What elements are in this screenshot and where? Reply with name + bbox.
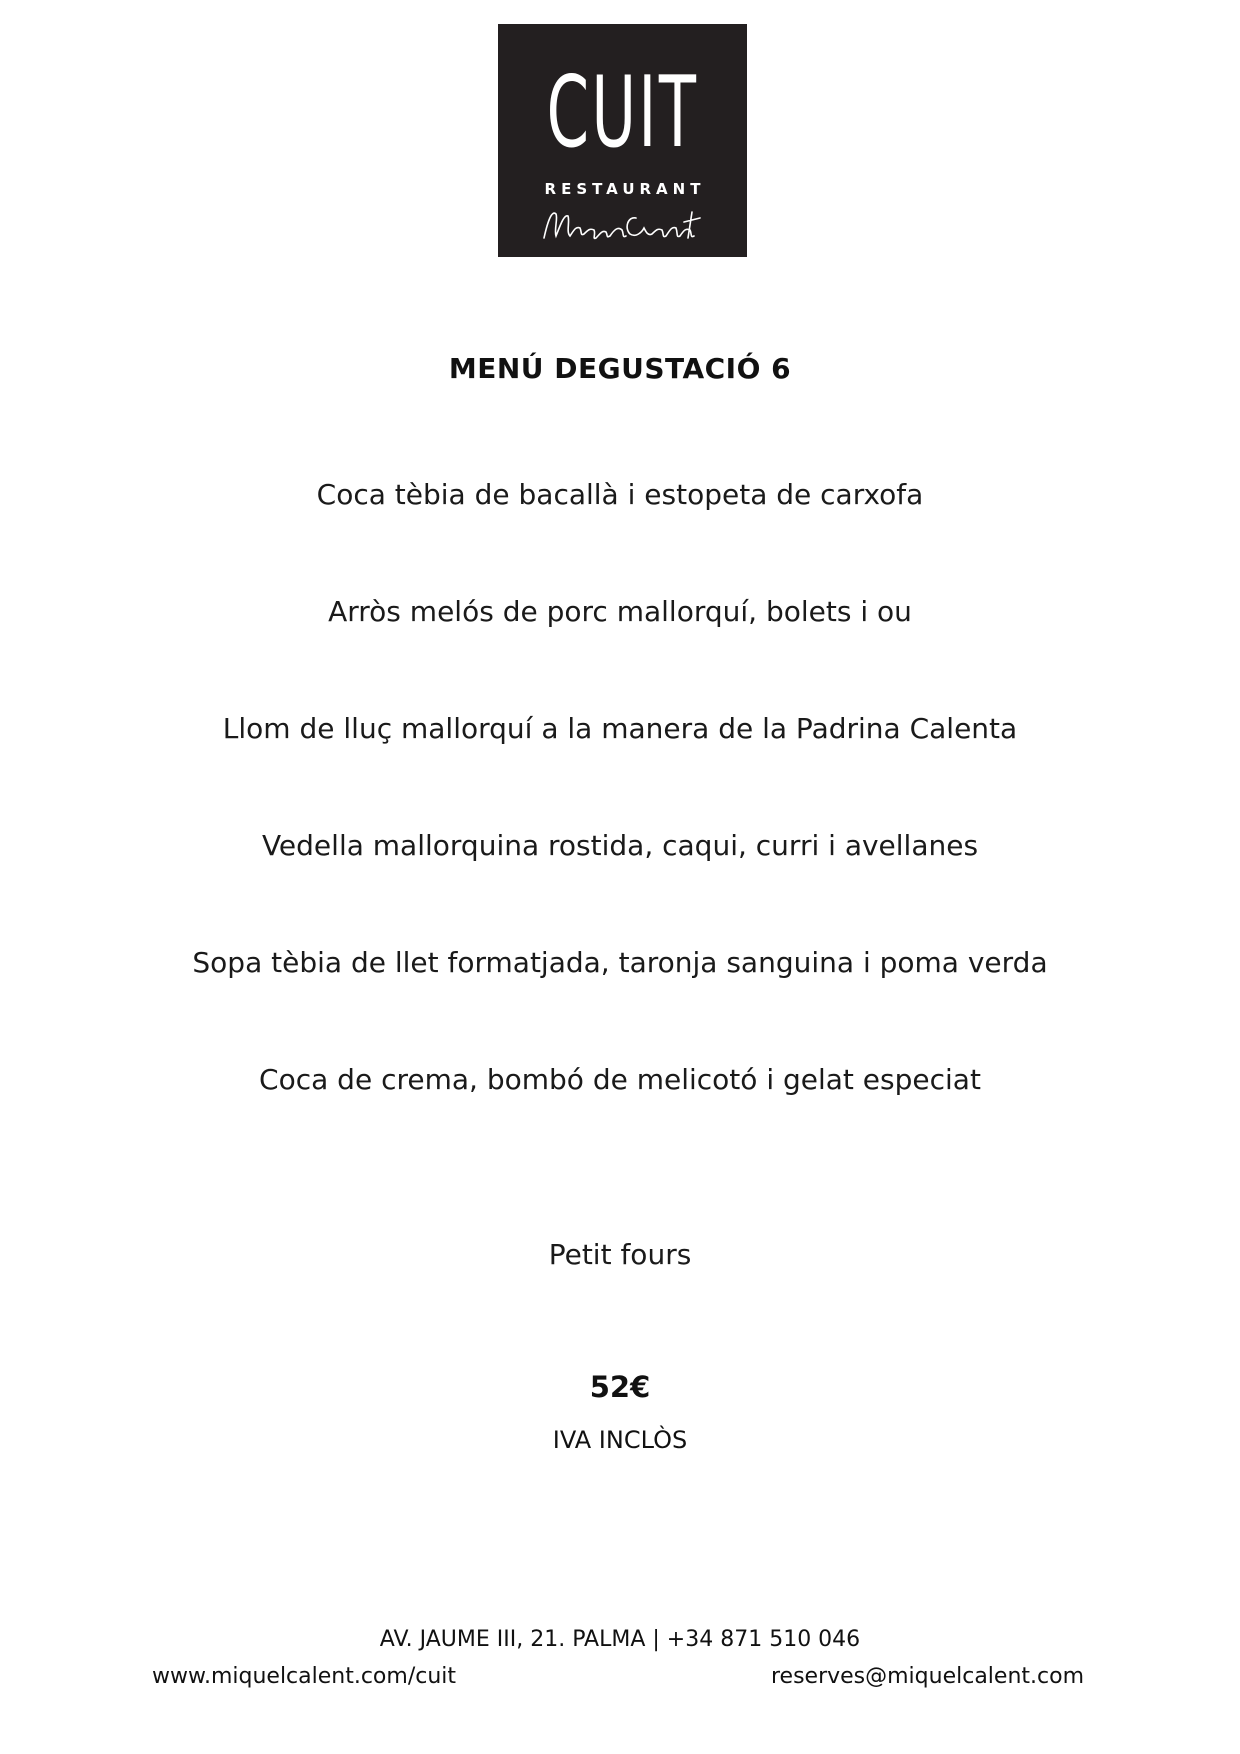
menu-price: 52€ bbox=[589, 1370, 651, 1404]
dish-item: Vedella mallorquina rostida, caqui, curri i avellanes bbox=[261, 829, 979, 862]
petit-fours: Petit fours bbox=[548, 1238, 692, 1271]
dish-item: Coca de crema, bombó de melicotó i gelat especiat bbox=[259, 1063, 981, 1096]
tax-note: IVA INCLÒS bbox=[552, 1426, 688, 1454]
website-link[interactable]: www.miquelcalent.com/cuit bbox=[152, 1664, 457, 1689]
restaurant-logo bbox=[498, 24, 747, 257]
dish-item: Coca tèbia de bacallà i estopeta de carxofa bbox=[316, 478, 924, 511]
signature-logo-icon bbox=[538, 200, 708, 246]
footer-address: AV. JAUME III, 21. PALMA | +34 871 510 046 bbox=[379, 1627, 861, 1652]
dish-item: Arròs melós de porc mallorquí, bolets i ou bbox=[328, 595, 912, 628]
logo-wordmark: CUIT bbox=[546, 56, 699, 170]
email-link[interactable]: reserves@miquelcalent.com bbox=[770, 1664, 1084, 1689]
logo-subtitle: RESTAURANT bbox=[544, 180, 706, 198]
dish-item: Llom de lluç mallorquí a la manera de la Padrina Calenta bbox=[222, 712, 1018, 745]
menu-title: MENÚ DEGUSTACIÓ 6 bbox=[448, 352, 792, 385]
dish-item: Sopa tèbia de llet formatjada, taronja sanguina i poma verda bbox=[192, 946, 1048, 979]
